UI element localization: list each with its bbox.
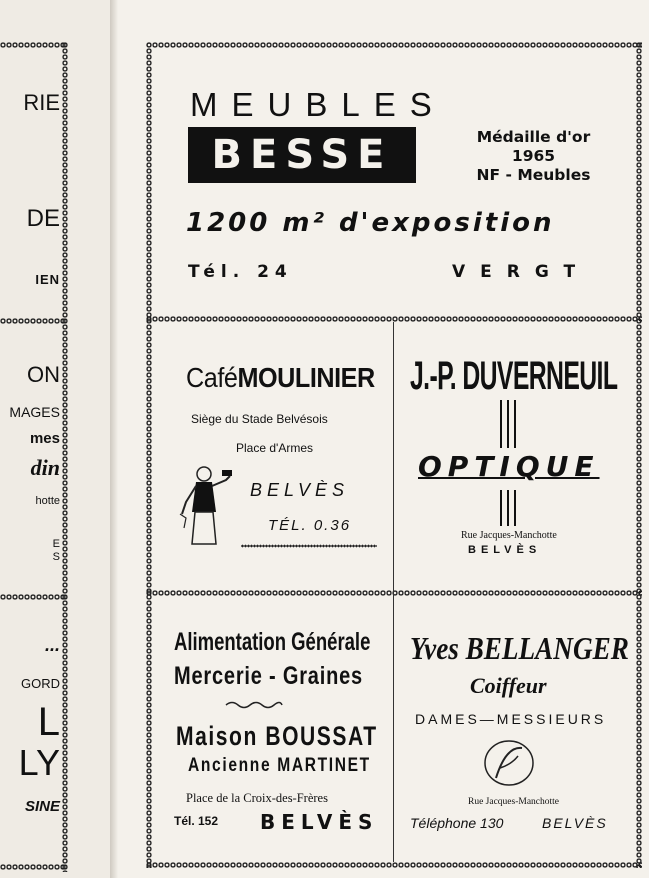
bellanger-clientele: DAMES—MESSIEURS — [415, 711, 607, 727]
top-border — [146, 42, 642, 48]
left-side-border — [62, 42, 68, 872]
bellanger-address: Rue Jacques-Manchotte — [468, 797, 560, 807]
besse-town: VERGT — [452, 262, 591, 282]
duverneuil-name: J.-P. DUVERNEUIL — [410, 354, 618, 398]
waiter-illustration — [178, 462, 234, 546]
duverneuil-town: BELVÈS — [468, 544, 542, 556]
cafe-dotted-rule — [241, 544, 377, 548]
left-bottom-border — [0, 864, 66, 870]
bottom-border — [146, 862, 642, 868]
left-border — [146, 42, 152, 868]
optique-bars-bottom — [500, 490, 516, 526]
besse-brand: BESSE — [188, 127, 416, 183]
left-fragment: MAGES — [9, 404, 60, 420]
right-page — [118, 0, 649, 878]
left-divider-1 — [0, 318, 66, 324]
medal-line: Médaille d'or — [476, 128, 591, 146]
bellanger-telephone: Téléphone 130 — [410, 815, 504, 831]
cafe-name — [186, 362, 375, 394]
optique-label: OPTIQUE — [418, 450, 600, 483]
optique-bars-top — [500, 400, 516, 448]
left-fragment: mes — [29, 430, 60, 447]
besse-heading: MEUBLES — [190, 86, 446, 123]
cafe-address: Place d'Armes — [236, 441, 313, 455]
boussat-town: BELVÈS — [260, 810, 379, 834]
left-fragment: SINE — [24, 798, 60, 815]
left-fragment: IEN — [35, 272, 60, 287]
bellanger-town: BELVÈS — [542, 815, 608, 831]
left-fragment: S — [52, 551, 60, 563]
left-page — [0, 0, 110, 878]
boussat-address: Place de la Croix-des-Frères — [186, 791, 328, 805]
boussat-house: Maison BOUSSAT — [176, 721, 378, 751]
left-fragment: L — [37, 700, 60, 744]
besse-telephone: Tél. 24 — [188, 262, 293, 282]
left-fragment: GORD — [21, 676, 60, 691]
cafe-town: BELVÈS — [250, 480, 350, 500]
cafe-title: MOULINIER — [237, 362, 375, 393]
decorative-swash — [224, 700, 284, 710]
divider-1 — [146, 316, 642, 322]
left-divider-2 — [0, 594, 66, 600]
left-fragment: DE — [26, 205, 60, 232]
left-fragment: hotte — [35, 495, 60, 507]
duverneuil-address: Rue Jacques-Manchotte — [461, 530, 557, 541]
divider-2 — [146, 590, 642, 596]
column-rule — [393, 322, 394, 862]
medal-line: 1965 — [511, 147, 556, 165]
left-fragment: RIE — [23, 90, 60, 115]
medal-line: NF - Meubles — [476, 166, 591, 184]
left-fragment: LY — [18, 742, 60, 783]
cafe-telephone: TÉL. 0.36 — [268, 517, 352, 534]
left-top-border — [0, 42, 66, 48]
bellanger-trade: Coiffeur — [470, 673, 547, 698]
hairdryer-emblem — [482, 738, 536, 788]
page-gutter — [110, 0, 118, 878]
boussat-line2: Mercerie - Graines — [174, 662, 363, 690]
cafe-siege: Siège du Stade Belvésois — [191, 412, 328, 426]
boussat-line1: Alimentation Générale — [174, 628, 371, 656]
bellanger-name: Yves BELLANGER — [410, 630, 629, 666]
right-border — [636, 42, 642, 868]
boussat-telephone: Tél. 152 — [174, 814, 219, 828]
left-fragment: E — [52, 538, 60, 550]
exposition-text: 1200 m² d'exposition — [186, 208, 555, 238]
boussat-former: Ancienne MARTINET — [188, 755, 371, 776]
left-fragment: ON — [27, 362, 60, 387]
left-fragment: din — [30, 455, 60, 480]
left-fragment: ... — [44, 635, 60, 655]
cafe-prefix: Café — [186, 362, 238, 393]
